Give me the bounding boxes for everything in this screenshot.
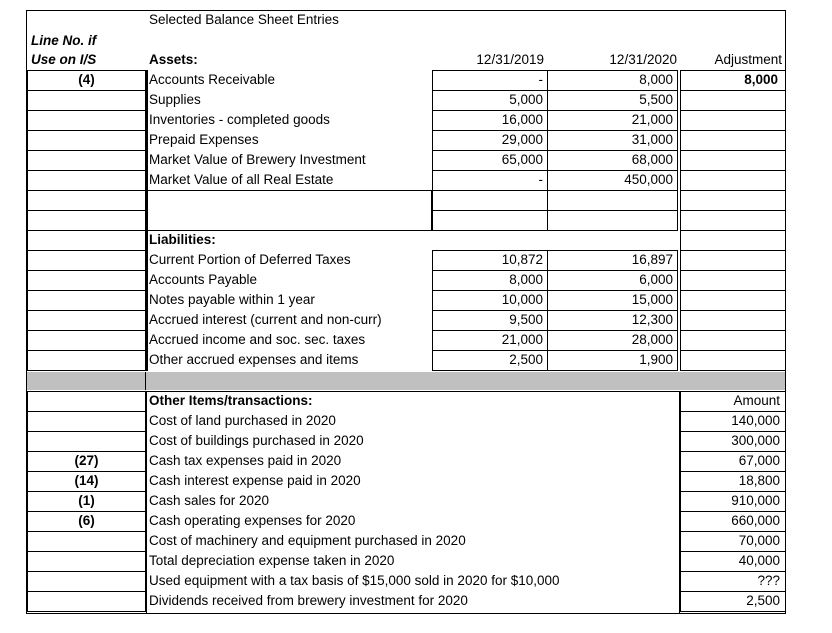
- blank-2020-cell: [547, 190, 678, 211]
- blank-line-cell: [27, 190, 146, 211]
- line-no: [27, 270, 146, 290]
- amount-value: 2,500: [746, 593, 780, 608]
- blank-adj-cell: [680, 210, 786, 231]
- asset-label: Accounts Receivable: [149, 72, 276, 87]
- value-2019: 10,000: [501, 292, 543, 307]
- other-label-box: [146, 391, 680, 614]
- value-2020: 6,000: [639, 272, 673, 287]
- liability-label: Current Portion of Deferred Taxes: [149, 252, 351, 267]
- adjustment-value: [680, 170, 778, 190]
- line-no: [27, 411, 146, 431]
- assets-heading: Assets:: [149, 52, 198, 67]
- value-2020: 450,000: [624, 172, 673, 187]
- line-no: [27, 170, 146, 190]
- value-2020: 21,000: [631, 112, 673, 127]
- line-no: (27): [74, 453, 99, 468]
- value-2020: 15,000: [631, 292, 673, 307]
- liabilities-heading: Liabilities:: [149, 232, 216, 247]
- sheet-title: Selected Balance Sheet Entries: [149, 12, 339, 27]
- adjustment-cell: [680, 250, 786, 271]
- value-2019: 29,000: [501, 132, 543, 147]
- other-item-label: Cash sales for 2020: [149, 493, 270, 508]
- other-item-label: Cost of machinery and equipment purchased in 2020: [149, 533, 466, 548]
- line-no: (6): [78, 513, 95, 528]
- col-2019-header: 12/31/2019: [476, 52, 544, 67]
- blank-adj-cell: [680, 190, 786, 211]
- adjustment-cell: [680, 350, 786, 371]
- adjustment-cell: [680, 290, 786, 311]
- value-2019: 9,500: [509, 312, 543, 327]
- label-column-divider: [146, 70, 148, 371]
- liability-label: Notes payable within 1 year: [149, 292, 315, 307]
- line-no: [27, 90, 146, 110]
- line-no: [27, 150, 146, 170]
- other-item-label: Cash interest expense paid in 2020: [149, 473, 361, 488]
- other-item-label: Used equipment with a tax basis of $15,000 sold in 2020 for $10,000: [149, 573, 560, 588]
- line-no: (4): [78, 72, 95, 87]
- amount-value: 140,000: [731, 413, 780, 428]
- line-no: [27, 571, 146, 591]
- amount-value: ???: [757, 573, 780, 588]
- line-no: [27, 431, 146, 451]
- line-no-header-2: Use on I/S: [31, 52, 97, 67]
- line-no: [27, 591, 146, 611]
- amount-value: 660,000: [731, 513, 780, 528]
- value-2019: 2,500: [509, 352, 543, 367]
- value-2020: 1,900: [639, 352, 673, 367]
- amount-value: 18,800: [738, 473, 780, 488]
- asset-label: Supplies: [149, 92, 201, 107]
- value-2019: 21,000: [501, 332, 543, 347]
- heading-line-cell: [27, 230, 146, 251]
- blank-2019-cell: [432, 210, 548, 231]
- value-2020: 5,500: [639, 92, 673, 107]
- value-2019: 16,000: [501, 112, 543, 127]
- value-2020: 68,000: [631, 152, 673, 167]
- other-item-label: Cash tax expenses paid in 2020: [149, 453, 342, 468]
- amount-value: 67,000: [738, 453, 780, 468]
- line-no: (14): [74, 473, 99, 488]
- liability-label: Accrued income and soc. sec. taxes: [149, 332, 366, 347]
- adjustment-value: [680, 90, 778, 110]
- other-item-label: Total depreciation expense taken in 2020: [149, 553, 395, 568]
- other-items-heading: Other Items/transactions:: [149, 393, 313, 408]
- amount-header: Amount: [733, 393, 780, 408]
- value-2020: 12,300: [631, 312, 673, 327]
- other-item-label: Cash operating expenses for 2020: [149, 513, 356, 528]
- liability-label: Accounts Payable: [149, 272, 258, 287]
- value-2020: 16,897: [631, 252, 673, 267]
- amount-value: 300,000: [731, 433, 780, 448]
- line-no: (1): [78, 493, 95, 508]
- line-no: [27, 290, 146, 310]
- section-separator: [27, 372, 785, 390]
- value-2020: 28,000: [631, 332, 673, 347]
- value-2019: 5,000: [509, 92, 543, 107]
- adjustment-value: 8,000: [744, 72, 778, 87]
- value-2019: 65,000: [501, 152, 543, 167]
- other-item-label: Cost of buildings purchased in 2020: [149, 433, 364, 448]
- line-no: [27, 110, 146, 130]
- line-no: [27, 310, 146, 330]
- adjustment-cell: [680, 330, 786, 351]
- value-2020: 8,000: [639, 72, 673, 87]
- liability-label: Accrued interest (current and non-curr): [149, 312, 382, 327]
- blank-line-cell: [27, 210, 146, 231]
- amount-value: 40,000: [738, 553, 780, 568]
- heading-adj-cell: [680, 230, 786, 251]
- blank-2020-cell: [547, 210, 678, 231]
- amount-value: 70,000: [738, 533, 780, 548]
- adjustment-value: [680, 110, 778, 130]
- liability-label: Other accrued expenses and items: [149, 352, 359, 367]
- asset-label: Prepaid Expenses: [149, 132, 259, 147]
- value-2019: -: [538, 172, 543, 187]
- col-adjustment-header: Adjustment: [714, 52, 782, 67]
- adjustment-cell: [680, 270, 786, 291]
- other-item-label: Dividends received from brewery investment for 2020: [149, 593, 468, 608]
- other-item-label: Cost of land purchased in 2020: [149, 413, 336, 428]
- asset-label: Inventories - completed goods: [149, 112, 330, 127]
- asset-label: Market Value of Brewery Investment: [149, 152, 366, 167]
- value-2019: 10,872: [501, 252, 543, 267]
- col-2020-header: 12/31/2020: [609, 52, 677, 67]
- adjustment-value: [680, 150, 778, 170]
- adjustment-value: [680, 130, 778, 150]
- blank-2019-cell: [432, 190, 548, 211]
- amount-value: 910,000: [731, 493, 780, 508]
- asset-label: Market Value of all Real Estate: [149, 172, 334, 187]
- blank-label-box: [146, 190, 432, 231]
- separator-divider: [145, 372, 146, 390]
- value-2019: 8,000: [509, 272, 543, 287]
- line-no-header-1: Line No. if: [31, 33, 97, 48]
- heading-line-cell: [27, 391, 146, 412]
- line-no: [27, 130, 146, 150]
- line-no: [27, 531, 146, 551]
- value-2020: 31,000: [631, 132, 673, 147]
- line-no: [27, 330, 146, 350]
- line-no: [27, 551, 146, 571]
- value-2019: -: [538, 72, 543, 87]
- line-no: [27, 350, 146, 370]
- adjustment-cell: [680, 310, 786, 331]
- line-no: [27, 250, 146, 270]
